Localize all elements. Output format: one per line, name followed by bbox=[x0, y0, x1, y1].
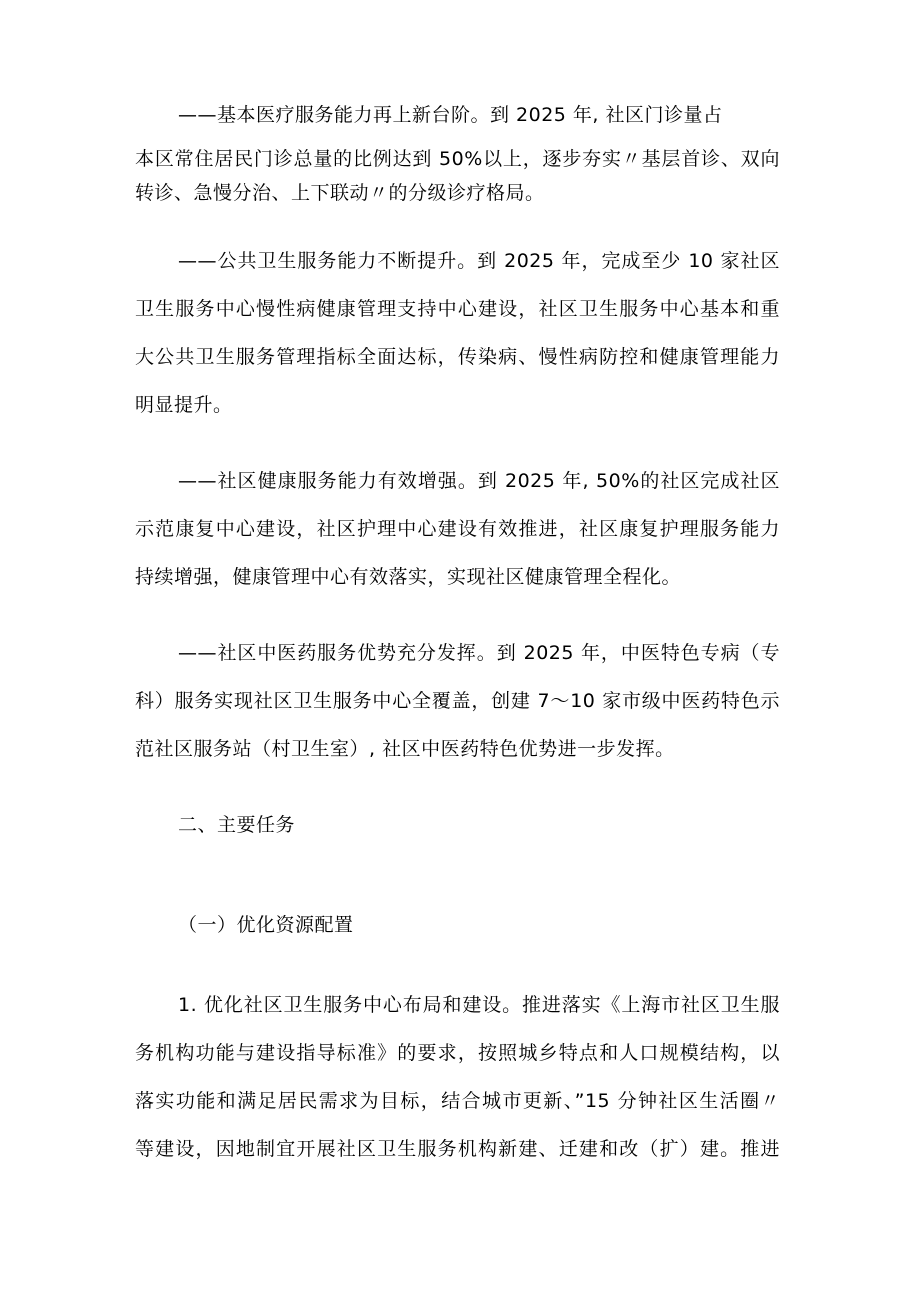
item-1-line-4: 等建设，因地制宜开展社区卫生服务机构新建、迁建和改（扩）建。推进 bbox=[135, 1138, 780, 1160]
subsection-heading: （一）优化资源配置 bbox=[178, 914, 354, 936]
item-1-line-1: 1. 优化社区卫生服务中心布局和建设。推进落实《上海市社区卫生服 bbox=[178, 994, 780, 1016]
paragraph-4-line-1: ——社区中医药服务优势充分发挥。到 2025 年，中医特色专病（专 bbox=[178, 642, 780, 664]
paragraph-2-line-3: 大公共卫生服务管理指标全面达标，传染病、慢性病防控和健康管理能力 bbox=[135, 346, 780, 368]
paragraph-2-line-2: 卫生服务中心慢性病健康管理支持中心建设，社区卫生服务中心基本和重 bbox=[135, 298, 780, 320]
paragraph-3-line-2: 示范康复中心建设，社区护理中心建设有效推进，社区康复护理服务能力 bbox=[135, 518, 780, 540]
paragraph-1-line-3: 转诊、急慢分治、上下联动〃的分级诊疗格局。 bbox=[135, 182, 545, 204]
item-1-line-2: 务机构功能与建设指导标准》的要求，按照城乡特点和人口规模结构，以 bbox=[135, 1042, 780, 1064]
paragraph-2-line-1: ——公共卫生服务能力不断提升。到 2025 年，完成至少 10 家社区 bbox=[178, 250, 780, 272]
paragraph-2-line-4: 明显提升。 bbox=[135, 394, 233, 416]
paragraph-1-line-2: 本区常住居民门诊总量的比例达到 50%以上，逐步夯实〃基层首诊、双向 bbox=[135, 148, 780, 170]
paragraph-3-line-1: ——社区健康服务能力有效增强。到 2025 年, 50%的社区完成社区 bbox=[178, 470, 780, 492]
paragraph-1-line-1: ——基本医疗服务能力再上新台阶。到 2025 年, 社区门诊量占 bbox=[178, 104, 723, 126]
paragraph-3-line-3: 持续增强，健康管理中心有效落实，实现社区健康管理全程化。 bbox=[135, 566, 682, 588]
section-heading: 二、主要任务 bbox=[178, 814, 296, 836]
paragraph-4-line-3: 范社区服务站（村卫生室）, 社区中医药特色优势进一步发挥。 bbox=[135, 738, 675, 760]
item-1-line-3: 落实功能和满足居民需求为目标，结合城市更新、”15 分钟社区生活圈〃 bbox=[135, 1090, 780, 1112]
paragraph-4-line-2: 科）服务实现社区卫生服务中心全覆盖，创建 7～10 家市级中医药特色示 bbox=[135, 690, 780, 712]
